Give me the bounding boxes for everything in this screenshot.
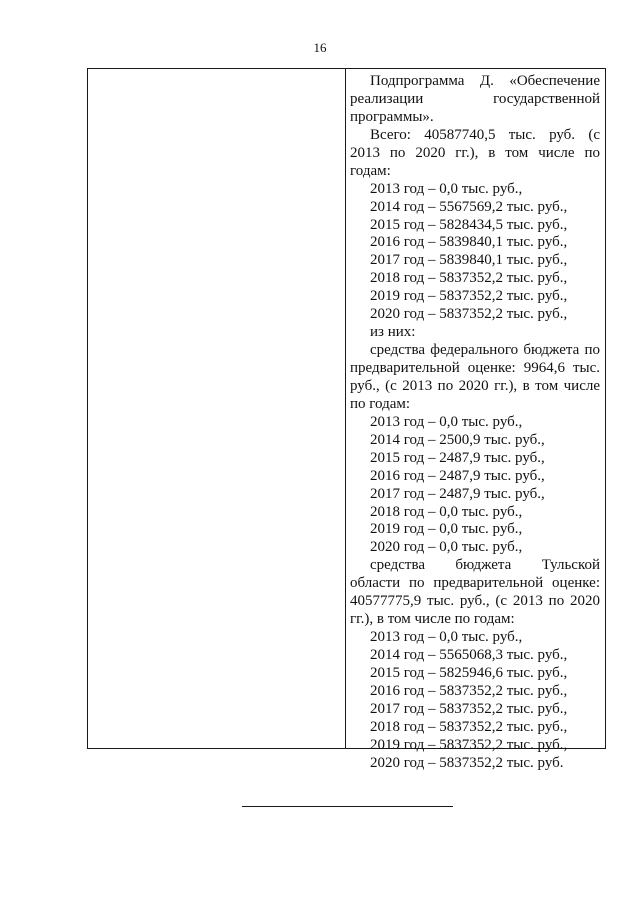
text-line: предварительной оценке: 9964,6 тыс. (350, 360, 600, 376)
text-line: 2017 год – 5837352,2 тыс. руб., (370, 700, 568, 717)
program-table (87, 68, 606, 771)
text-line: 2020 год – 5837352,2 тыс. руб. (370, 754, 564, 771)
page-number: 16 (313, 40, 327, 55)
text-line: 2013 по 2020 гг.), в том числе по (350, 144, 600, 161)
text-line: 2016 год – 5837352,2 тыс. руб., (370, 682, 568, 699)
text-line: 2013 год – 0,0 тыс. руб., (370, 629, 523, 646)
column-divider (345, 69, 346, 748)
footer-rule (242, 806, 453, 807)
text-line: области по предварительной оценке: (350, 575, 600, 592)
text-line: 2014 год – 2500,9 тыс. руб., (370, 431, 545, 448)
text-line: из них: (370, 324, 416, 341)
text-line: Подпрограмма Д. «Обеспечение (370, 73, 600, 89)
text-line: годам: (350, 162, 391, 179)
text-line: 2016 год – 2487,9 тыс. руб., (370, 467, 545, 484)
text-line: 2020 год – 0,0 тыс. руб., (370, 539, 523, 556)
text-line: по годам: (350, 395, 411, 412)
table-left-cell (88, 69, 345, 748)
text-line: программы». (350, 108, 434, 125)
text-line: 2020 год – 5837352,2 тыс. руб., (370, 306, 568, 323)
text-line: 2014 год – 5565068,3 тыс. руб., (370, 647, 568, 663)
text-line: средства федерального бюджета по (370, 342, 600, 359)
text-line: 2013 год – 0,0 тыс. руб., (370, 180, 523, 197)
text-line: 2014 год – 5567569,2 тыс. руб., (370, 198, 568, 215)
text-line: средства бюджета Тульской (370, 557, 600, 574)
text-line: 2019 год – 5837352,2 тыс. руб., (370, 736, 568, 753)
text-line: 40577775,9 тыс. руб., (с 2013 по 2020 (350, 593, 600, 610)
text-line: 2018 год – 5837352,2 тыс. руб., (370, 718, 568, 735)
text-line: гг.), в том числе по годам: (350, 611, 515, 628)
text-line: 2018 год – 5837352,2 тыс. руб., (370, 270, 568, 287)
table-right-cell (350, 73, 600, 773)
text-line: 2015 год – 5825946,6 тыс. руб., (370, 664, 568, 681)
text-line: 2015 год – 2487,9 тыс. руб., (370, 449, 545, 466)
text-line: руб., (с 2013 по 2020 гг.), в том числе (350, 377, 600, 394)
text-line: 2017 год – 2487,9 тыс. руб., (370, 485, 545, 502)
text-line: 2019 год – 0,0 тыс. руб., (370, 521, 523, 538)
text-line: 2017 год – 5839840,1 тыс. руб., (370, 252, 568, 269)
text-line: реализации государственной (350, 90, 600, 107)
text-line: 2018 год – 0,0 тыс. руб., (370, 503, 523, 520)
text-line: 2019 год – 5837352,2 тыс. руб., (370, 288, 568, 305)
text-line: 2016 год – 5839840,1 тыс. руб., (370, 234, 568, 251)
text-line: 2015 год – 5828434,5 тыс. руб., (370, 216, 568, 233)
text-line: Всего: 40587740,5 тыс. руб. (с (370, 126, 600, 143)
text-line: 2013 год – 0,0 тыс. руб., (370, 413, 523, 430)
